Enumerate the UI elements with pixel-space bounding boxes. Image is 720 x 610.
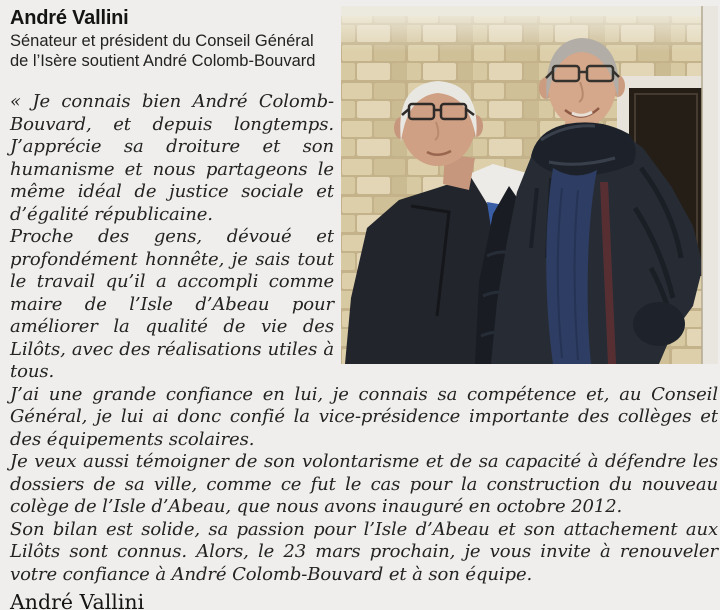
hand-in-pocket [633, 302, 685, 346]
quote-paragraph-1: « Je connais bien André Colomb-Bouvard, et depuis longtemps. J’apprécie sa droiture et son humanisme et nous partageons le même idéal de justice sociale et d’égalité républicaine. [10, 91, 334, 225]
white-pillar [702, 6, 718, 364]
page-title: André Vallini [10, 7, 129, 29]
photo [341, 6, 718, 364]
quote-paragraph-3: J’ai une grande confiance en lui, je connais sa compétence et, au Conseil Général, je lui ai donc confié la vice-présidence importante des collèges et des équipements scolaires. [10, 383, 718, 450]
quote-paragraph-4: Je veux aussi témoigner de son volontarisme et de sa capacité à défendre les dossiers de sa ville, comme ce fut le cas pour la construction du nouveau colège de l’Isle d’Abeau, que nous avons inauguré en octobre 2012. [10, 451, 718, 517]
quote-paragraph-2: Proche des gens, dévoué et profondément honnête, je sais tout le travail qu’il a accompli comme maire de l’Isle d’Abeau pour améliorer la qualité de vie des Lilôts, avec des réalisations utiles à tous. [10, 226, 334, 382]
subtitle: Sénateur et président du Conseil Général de l’Isère soutient André Colomb-Bouvard [10, 32, 316, 70]
quote-paragraph-5: Son bilan est solide, sa passion pour l’Isle d’Abeau et son attachement aux Lilôts sont connus. Alors, le 23 mars prochain, je vous invite à renouveler votre confiance à André Colomb-Bouvard et à son équipe. [10, 518, 718, 585]
two-men-photo-illustration [341, 6, 718, 364]
signature: André Vallini [10, 590, 145, 610]
